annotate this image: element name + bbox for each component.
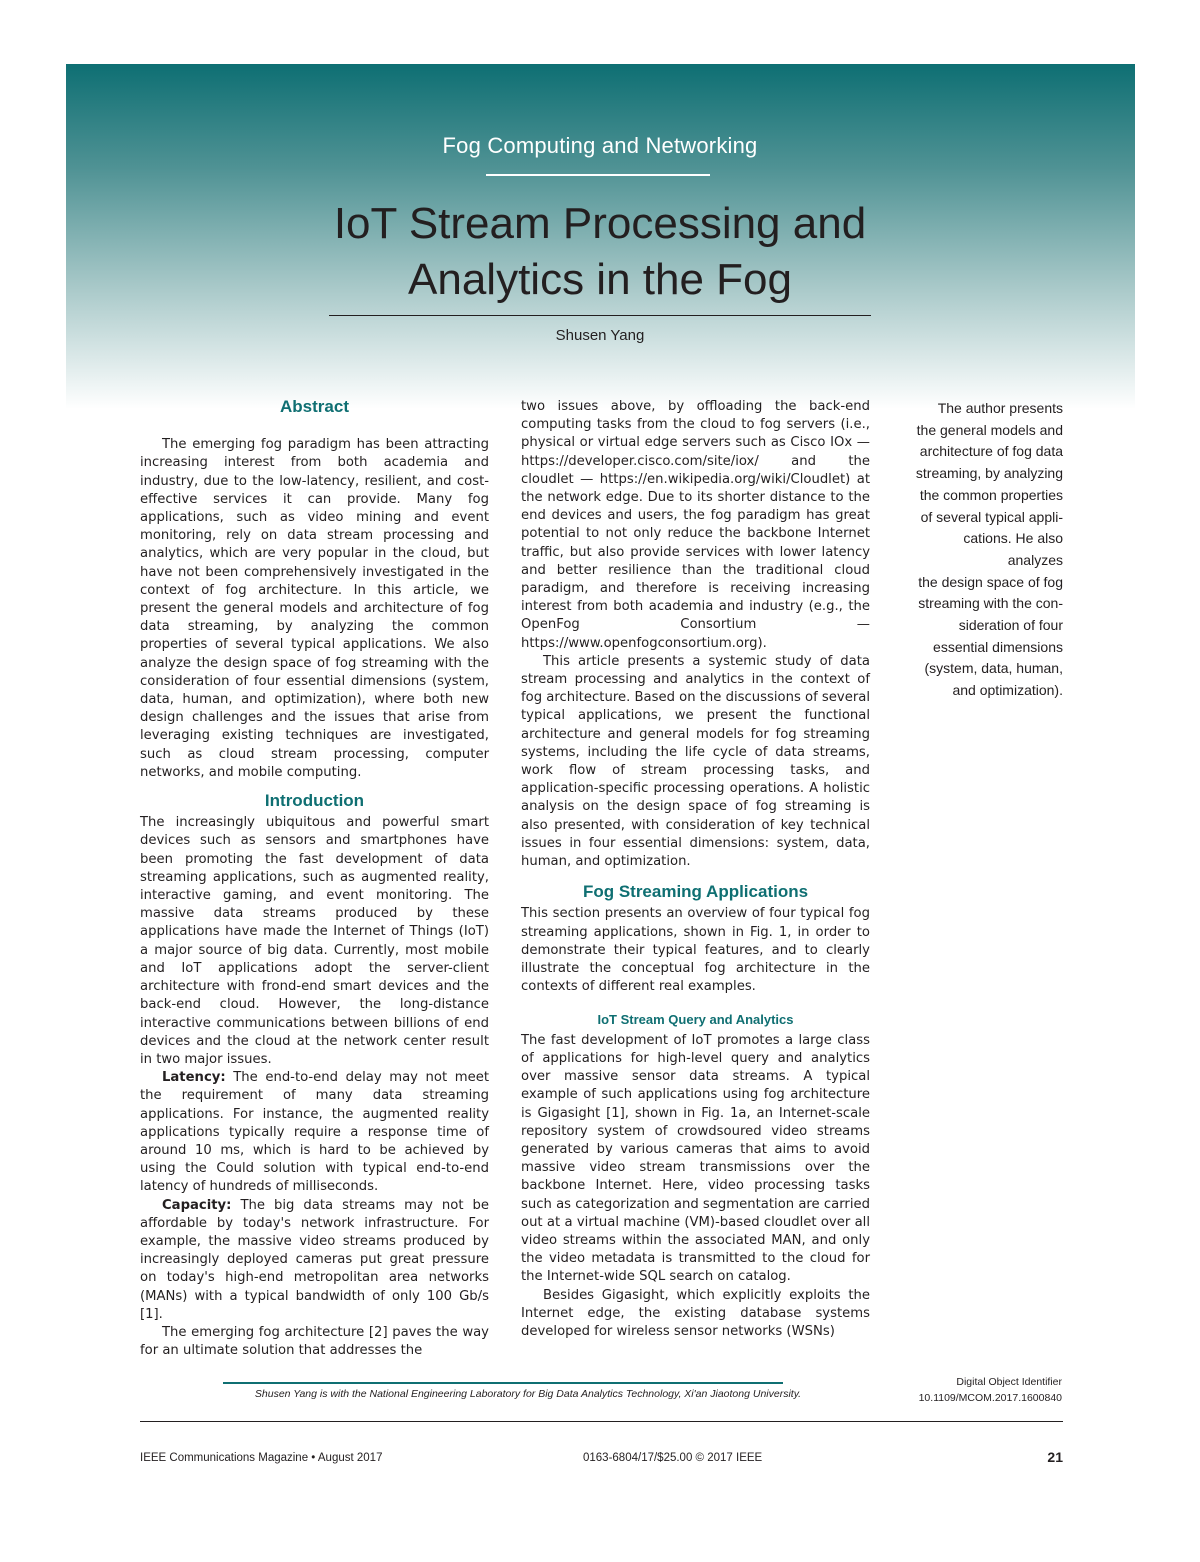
section-divider bbox=[486, 174, 710, 176]
article-title bbox=[0, 196, 1200, 308]
doi-block bbox=[905, 1374, 1062, 1406]
sidebar-line: sideration of four bbox=[958, 617, 1063, 634]
sidebar-line: and optimization). bbox=[952, 682, 1063, 699]
section-label: Fog Computing and Networking bbox=[442, 133, 758, 158]
title-line-1: IoT Stream Processing and bbox=[333, 199, 867, 248]
sidebar-line: streaming, by analyzing bbox=[915, 465, 1063, 482]
sidebar-line: architecture of fog data bbox=[919, 443, 1063, 460]
section-overview-paragraph: This section presents an overview of four typical fog streaming applications, shown in Fig. 1, in order to demonstrate their typical features, and to clearly illustrate the conceptual fog architecture in the contexts of different real examples. bbox=[521, 906, 870, 995]
title-line-2: Analytics in the Fog bbox=[408, 255, 792, 304]
introduction-heading: Introduction bbox=[264, 791, 365, 811]
abstract-heading: Abstract bbox=[280, 397, 349, 416]
sidebar-line: essential dimensions bbox=[933, 638, 1063, 655]
author-affiliation-footnote: Shusen Yang is with the National Engineering Laboratory for Big Data Analytics Technology, Xi'an Jiaotong University. bbox=[254, 1388, 802, 1400]
doi-label: Digital Object Identifier bbox=[956, 1376, 1062, 1388]
column-left bbox=[140, 398, 489, 1360]
column-middle bbox=[521, 398, 870, 1341]
pull-quote-sidebar bbox=[913, 398, 1063, 702]
capacity-text: The big data streams may not be affordable by today's network infrastructure. For example, the massive video streams produced by increasingly deployed cameras put great pressure on today's high-end metropolitan area networks (MANs) with a typical bandwidth of only 100 Gb/s [1]. bbox=[140, 1197, 489, 1322]
page-footer-divider bbox=[140, 1421, 1063, 1422]
abstract-text: The emerging fog paradigm has been attracting increasing interest from both academia and industry, due to the low-latency, resilient, and cost-effective services it can provide. Many fog applications, such as video mining and event monitoring, rely on data stream processing and analytics, which are very popular in the cloud, but have not been comprehensively investigated in the context of fog architecture. In this article, we present the general models and architecture of fog data streaming, by analyzing the common properties of several typical applications. We also analyze the design space of fog streaming with the consideration of four essential dimensions (system, data, human, and optimization), where both new design challenges and the issues that arise from leveraging existing techniques are investigated, such as cloud stream processing, computer networks, and mobile computing. bbox=[140, 437, 489, 780]
sidebar-line: The author presents bbox=[937, 400, 1063, 416]
latency-text: The end-to-end delay may not meet the requirement of many data streaming applications. For instance, the augmented reality applications typically require a response time of around 10 ms, which is hard to be achieved by using the Could solution with typical end-to-end latency of hundreds of milliseconds. bbox=[140, 1070, 489, 1195]
title-divider bbox=[329, 315, 871, 316]
doi-value: 10.1109/MCOM.2017.1600840 bbox=[918, 1392, 1062, 1404]
footnote-divider bbox=[223, 1382, 783, 1384]
iot-query-subheading: IoT Stream Query and Analytics bbox=[597, 1011, 794, 1027]
sidebar-line: cations. He also analyzes bbox=[963, 530, 1063, 568]
sidebar-line: the general models and bbox=[916, 421, 1063, 438]
sidebar-line: (system, data, human, bbox=[924, 660, 1063, 677]
continued-paragraph: two issues above, by offloading the back-end computing tasks from the cloud to fog servers (i.e., physical or virtual edge servers such as Cisco IOx — https://developer.cisco.com/site/iox/ and the cloudlet — https://en.wikipedia.org/wiki/Cloudlet) at the network edge. Due to its shorter distance to the end devices and users, the fog paradigm has great potential to not only reduce the backbone Internet traffic, but also provide services with lower latency and better resilience than the traditional cloud paradigm, and therefore is receiving increasing interest from both academia and industry (e.g., the OpenFog Consortium — https://www.openfogconsortium.org). bbox=[521, 399, 870, 651]
capacity-paragraph bbox=[140, 1197, 489, 1324]
sidebar-line: the design space of fog bbox=[918, 573, 1063, 590]
sidebar-line: streaming with the con- bbox=[918, 595, 1063, 612]
latency-paragraph bbox=[140, 1069, 489, 1196]
author-name: Shusen Yang bbox=[555, 327, 645, 344]
sidebar-line: of several typical appli- bbox=[920, 508, 1063, 525]
journal-info: IEEE Communications Magazine • August 2017 bbox=[140, 1452, 383, 1464]
copyright-info: 0163-6804/17/$25.00 © 2017 IEEE bbox=[583, 1452, 763, 1464]
emerging-paragraph: The emerging fog architecture [2] paves the way for an ultimate solution that addresses the bbox=[140, 1324, 489, 1359]
intro-paragraph: The increasingly ubiquitous and powerful smart devices such as sensors and smartphones have been promoting the fast development of data streaming applications, such as augmented reality, interactive gaming, and event monitoring. The massive data streams produced by these applications have made the Internet of Things (IoT) a major source of big data. Currently, most mobile and IoT applications adopt the server-client architecture with frond-end smart devices and the back-end cloud. However, the long-distance interactive communications between billions of end devices and the cloud at the network center result in two major issues. bbox=[140, 815, 489, 1067]
fog-applications-heading: Fog Streaming Applications bbox=[582, 882, 809, 902]
capacity-label: Capacity: bbox=[162, 1197, 232, 1213]
latency-label: Latency: bbox=[162, 1070, 226, 1086]
page-number: 21 bbox=[1047, 1449, 1063, 1465]
sidebar-line: the common properties bbox=[919, 486, 1063, 503]
article-overview-paragraph: This article presents a systemic study of data stream processing and analytics in the context of fog architecture. Based on the discussions of several typical applications, we present the functional architecture and general models for fog streaming systems, including the life cycle of data streams, work flow of stream processing tasks, and application-specific processing operations. A holistic analysis on the design space of fog streaming is also presented, with consideration of key technical issues in four essential dimensions: system, data, human, and optimization. bbox=[521, 653, 870, 870]
iot-query-paragraph: The fast development of IoT promotes a large class of applications for high-level query and analytics over massive sensor data streams. A typical example of such applications using fog architecture is Gigasight [1], shown in Fig. 1a, an Internet-scale repository system of crowdsoured video streams generated by various cameras that aims to avoid massive video stream transmissions over the backbone Internet. Here, video processing tasks such as categorization and segmentation are carried out at a virtual machine (VM)-based cloudlet over all video streams within the associated MAN, and only the video metadata is transmitted to the cloud for the Internet-wide SQL search on catalog. bbox=[521, 1032, 870, 1285]
gigasight-paragraph: Besides Gigasight, which explicitly exploits the Internet edge, the existing database systems developed for wireless sensor networks (WSNs) bbox=[521, 1287, 870, 1339]
